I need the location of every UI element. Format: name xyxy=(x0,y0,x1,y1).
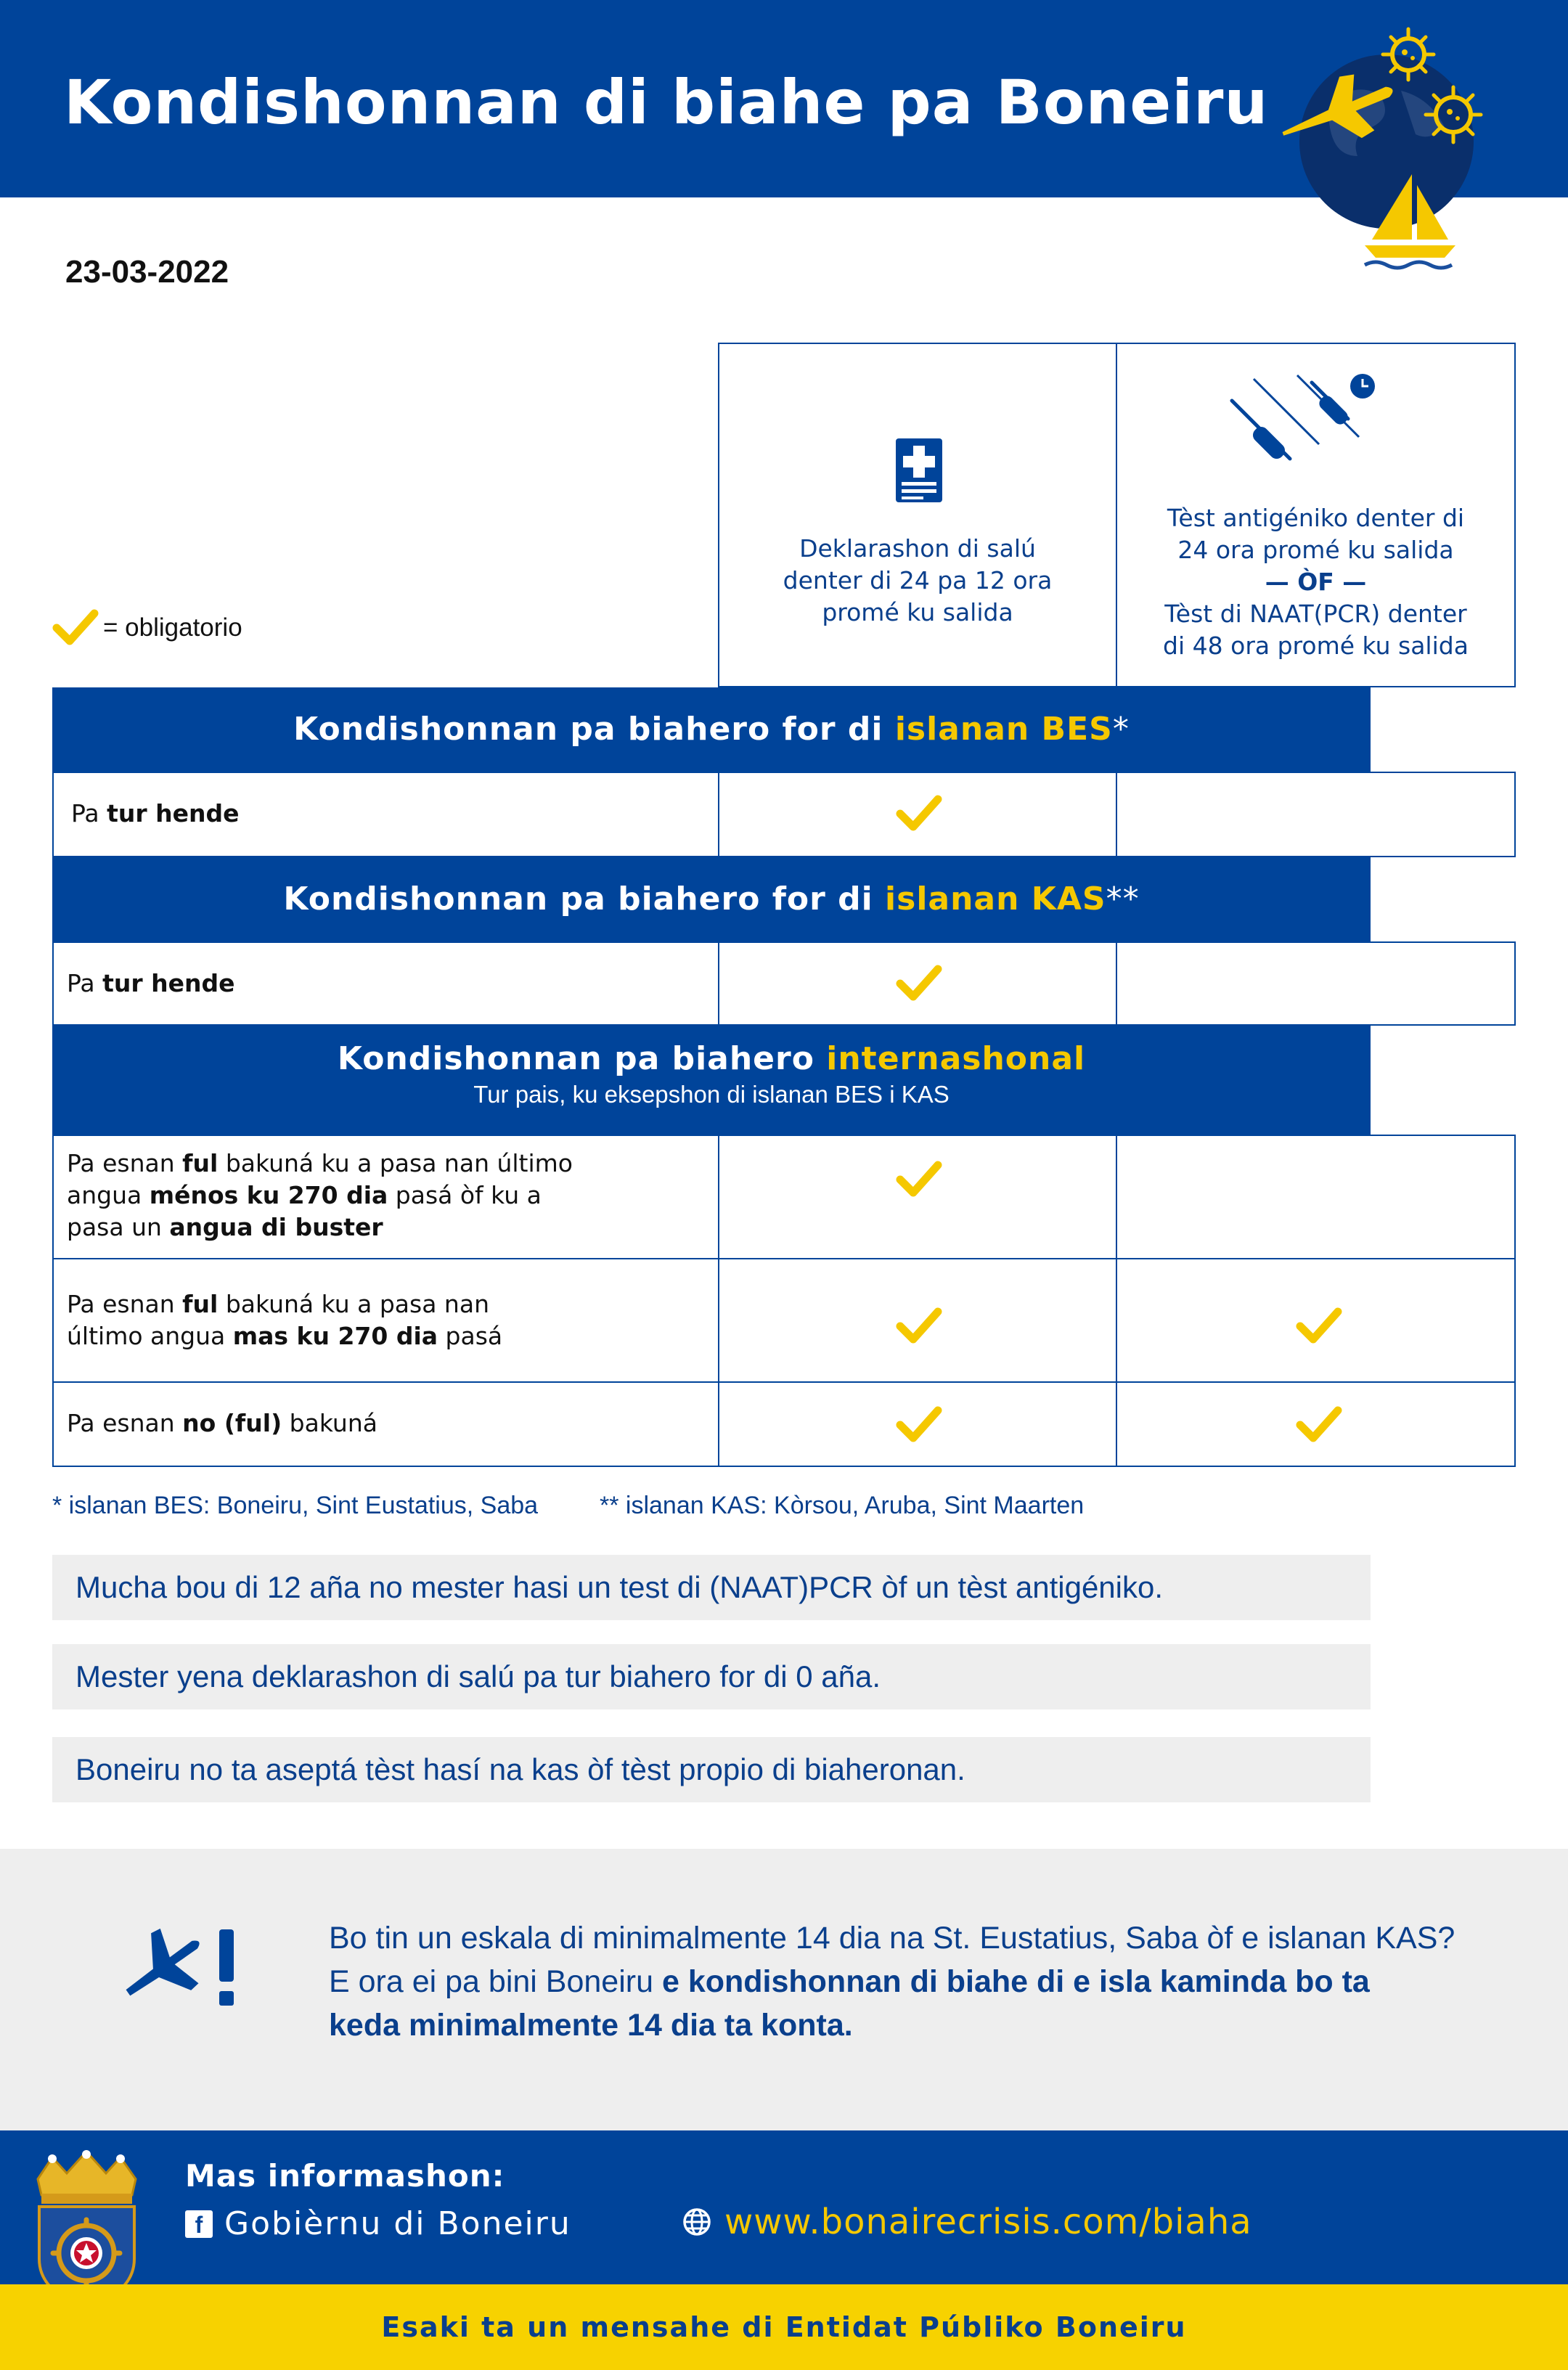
intl-title-prefix: Kondishonnan pa biahero xyxy=(337,1040,827,1077)
column-header-test xyxy=(1116,343,1516,687)
health-document-icon xyxy=(896,438,942,502)
facebook-icon: f xyxy=(185,2210,213,2238)
table-row-kas-label xyxy=(52,941,719,1026)
test-swab-icon xyxy=(1225,372,1384,473)
section-header-international xyxy=(52,1026,1371,1135)
note-text: Boneiru no ta aseptá tèst hasí na kas òf tèst propio di biaheronan. xyxy=(75,1752,965,1786)
test-line-4: di 48 ora promé ku salida xyxy=(1163,632,1469,660)
airplane-alert-icon xyxy=(116,1922,250,2013)
table-cell-intl-3-declaration xyxy=(718,1381,1117,1467)
check-icon xyxy=(896,1403,942,1447)
travel-illustration-icon xyxy=(1263,22,1510,276)
date-label: 23-03-2022 xyxy=(65,254,229,290)
check-icon xyxy=(896,1158,942,1201)
kas-title-suffix: ** xyxy=(1106,880,1140,918)
note-home-test xyxy=(52,1737,1371,1802)
note-children-test xyxy=(52,1555,1371,1620)
section-header-kas xyxy=(52,857,1371,941)
column-header-declaration xyxy=(718,343,1117,687)
note-text: Mester yena deklarashon di salú pa tur biahero for di 0 aña. xyxy=(75,1659,881,1693)
declaration-line-3: promé ku salida xyxy=(822,598,1013,626)
table-cell-bes-declaration xyxy=(718,772,1117,857)
footnote-bes: * islanan BES: Boneiru, Sint Eustatius, Saba xyxy=(52,1492,539,1519)
bes-title-highlight: islanan BES xyxy=(894,711,1113,748)
facebook-link[interactable] xyxy=(185,2205,571,2242)
kas-title-highlight: islanan KAS xyxy=(885,880,1106,918)
test-line-1: Tèst antigéniko denter di xyxy=(1167,504,1465,532)
check-icon xyxy=(1296,1403,1342,1447)
footer-message-bar xyxy=(0,2284,1568,2370)
legend-label: = obligatorio xyxy=(103,613,242,642)
kas-title-prefix: Kondishonnan pa biahero for di xyxy=(283,880,886,918)
table-cell-intl-3-test xyxy=(1116,1381,1516,1467)
table-row-intl-3-label: Pa esnan no (ful) bakuná xyxy=(52,1381,719,1467)
check-icon xyxy=(896,792,942,835)
footer-message: Esaki ta un mensahe di Entidat Públiko Boneiru xyxy=(381,2311,1187,2343)
table-row-intl-2-label: Pa esnan ful bakuná ku a pasa nan último angua mas ku 270 dia pasá xyxy=(52,1258,719,1383)
bes-title-prefix: Kondishonnan pa biahero for di xyxy=(293,711,895,748)
table-row-intl-1-label: Pa esnan ful bakuná ku a pasa nan último angua ménos ku 270 dia pasá òf ku a pasa un angua di buster xyxy=(52,1135,719,1259)
table-cell-kas-declaration xyxy=(718,941,1117,1026)
facebook-label: Gobièrnu di Boneiru xyxy=(224,2205,571,2242)
stopover-text xyxy=(329,1916,1534,2047)
declaration-line-2: denter di 24 pa 12 ora xyxy=(783,566,1053,594)
table-cell-intl-2-declaration xyxy=(718,1258,1117,1383)
table-row-bes-label xyxy=(52,772,719,857)
test-line-3: Tèst di NAAT(PCR) denter xyxy=(1164,600,1467,628)
page-title: Kondishonnan di biahe pa Boneiru xyxy=(64,67,1269,138)
check-icon xyxy=(1296,1304,1342,1348)
test-or-label: — ÒF — xyxy=(1265,568,1367,596)
legend xyxy=(52,606,242,650)
table-cell-intl-2-test xyxy=(1116,1258,1516,1383)
declaration-line-1: Deklarashon di salú xyxy=(799,534,1036,563)
section-header-bes xyxy=(52,687,1371,772)
note-health-declaration xyxy=(52,1644,1371,1709)
check-icon xyxy=(896,1304,942,1348)
table-cell-bes-test xyxy=(1116,772,1516,857)
table-cell-kas-test xyxy=(1116,941,1516,1026)
stopover-line-3: keda minimalmente 14 dia ta konta. xyxy=(329,2008,853,2043)
check-icon xyxy=(52,606,99,650)
row-label-pre: Pa xyxy=(71,799,107,828)
footnote-kas: ** islanan KAS: Kòrsou, Aruba, Sint Maarten xyxy=(600,1492,1085,1519)
row-label-pre: Pa xyxy=(67,969,103,997)
note-text: Mucha bou di 12 aña no mester hasi un test di (NAAT)PCR òf un tèst antigéniko. xyxy=(75,1570,1164,1604)
test-line-2: 24 ora promé ku salida xyxy=(1177,536,1454,564)
globe-icon xyxy=(682,2207,711,2236)
row-label-bold: tur hende xyxy=(107,799,240,828)
row-label-bold: tur hende xyxy=(102,969,235,997)
stopover-line-2: E ora ei pa bini Boneiru e kondishonnan di biahe di e isla kaminda bo ta xyxy=(329,1964,1370,1999)
intl-title-highlight: internashonal xyxy=(826,1040,1086,1077)
table-cell-intl-1-test xyxy=(1116,1135,1516,1259)
website-url: www.bonairecrisis.com/biaha xyxy=(724,2202,1252,2242)
bes-title-suffix: * xyxy=(1112,711,1130,748)
virus-icon xyxy=(1383,29,1434,80)
website-link[interactable] xyxy=(682,2202,1252,2242)
stopover-line-1: Bo tin un eskala di minimalmente 14 dia na St. Eustatius, Saba òf e islanan KAS? xyxy=(329,1921,1455,1956)
intl-subtitle: Tur pais, ku eksepshon di islanan BES i KAS xyxy=(473,1081,950,1108)
more-info-label: Mas informashon: xyxy=(185,2158,505,2194)
check-icon xyxy=(896,962,942,1005)
table-cell-intl-1-declaration xyxy=(718,1135,1117,1259)
